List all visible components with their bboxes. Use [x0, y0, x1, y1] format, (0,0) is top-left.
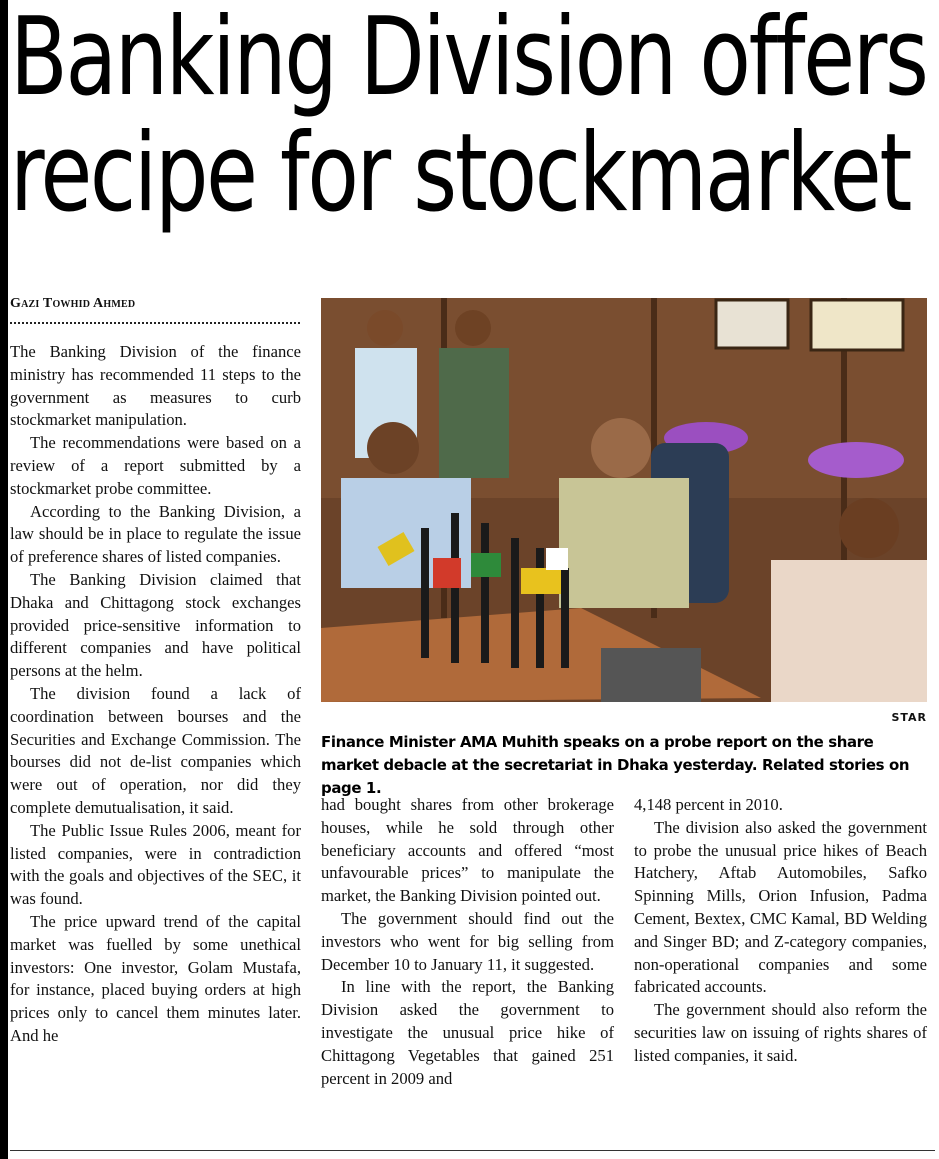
- body-column-3: [634, 794, 927, 1144]
- paragraph: The Banking Division of the finance ministry has recommended 11 steps to the government as measures to curb stockmarket manipulation.: [10, 342, 301, 430]
- paragraph: had bought shares from other brokerage houses, while he sold through other beneficiary accounts and offered “most unfavourable prices” to manipulate the market, the Banking Division pointed out.: [321, 795, 614, 906]
- paragraph: The Banking Division claimed that Dhaka and Chittagong stock exchanges provided price-sensitive information to different companies and have political persons at the helm.: [10, 569, 301, 681]
- photo-illustration: [321, 298, 927, 702]
- paragraph: The Public Issue Rules 2006, meant for listed companies, were in contradiction with the goals and objectives of the SEC, it was found.: [10, 820, 301, 909]
- byline: Gazi Towhid Ahmed: [10, 296, 136, 311]
- photo-credit: STAR: [891, 711, 927, 724]
- paragraph: The government should find out the investors who went for big selling from December 10 to January 11, it suggested.: [321, 908, 614, 974]
- paragraph: The government should also reform the securities law on issuing of rights shares of listed companies, it said.: [634, 1000, 927, 1065]
- press-conference-photo: [321, 298, 927, 702]
- headline-line-2: recipe for stockmarket: [10, 111, 911, 236]
- paragraph: The recommendations were based on a review of a report submitted by a stockmarket probe committee.: [10, 433, 301, 498]
- paragraph: The division found a lack of coordination between bourses and the Securities and Exchange Commission. The bourses did not de-list companies which were out of operation, nor did they complete demutualisation, it said.: [10, 683, 301, 817]
- paragraph: The division also asked the government to probe the unusual price hikes of Beach Hatchery, Aftab Automobiles, Safko Spinning Mills, Orion Infusion, Padma Cement, Bextex, CMC Kamal, BD Welding and Singer BD; and Z-category companies, non-operational companies and some fabricated accounts.: [634, 817, 927, 997]
- headline: [10, 0, 927, 236]
- paragraph: In line with the report, the Banking Division asked the government to investigate the unusual price hike of Chittagong Vegetables that gained 251 percent in 2009 and: [321, 977, 614, 1088]
- body-column-2: [321, 794, 614, 1144]
- paragraph: The price upward trend of the capital market was fuelled by some unethical investors: One investor, Golam Mustafa, for instance, placed buying orders at high prices only to cancel them minutes later. And he: [10, 911, 301, 1045]
- headline-line-1: Banking Division offers: [10, 0, 927, 120]
- paragraph: According to the Banking Division, a law should be in place to regulate the issue of preference shares of listed companies.: [10, 501, 301, 567]
- byline-dotted-rule: [10, 322, 300, 324]
- paragraph: 4,148 percent in 2010.: [634, 795, 783, 814]
- bottom-rule: [10, 1150, 935, 1151]
- photo-caption: Finance Minister AMA Muhith speaks on a probe report on the share market debacle at the secretariat in Dhaka yesterday. Related stories on page 1.: [321, 733, 910, 797]
- left-border-rule: [0, 0, 8, 1159]
- body-column-1: [10, 341, 301, 1141]
